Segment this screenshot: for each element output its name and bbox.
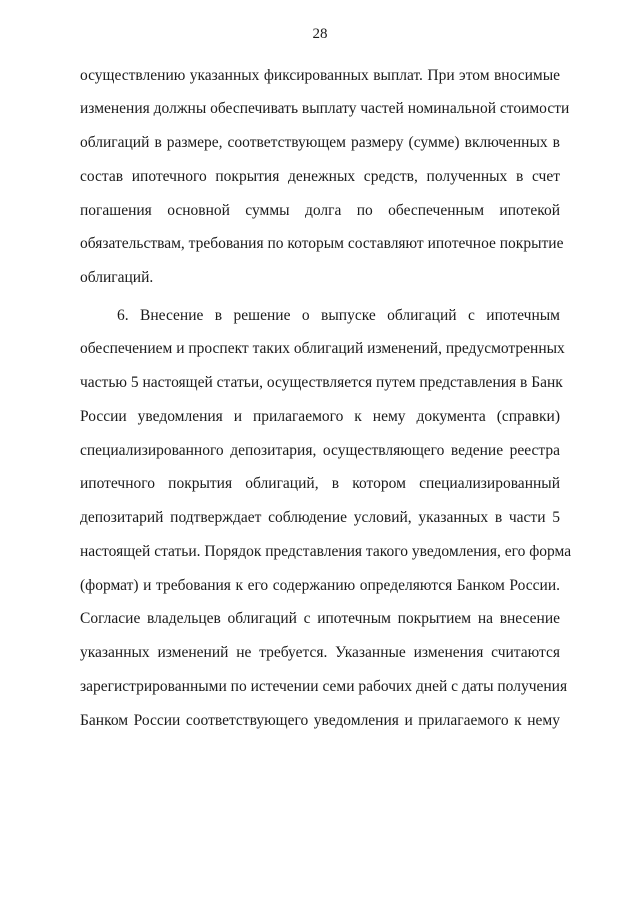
text-line: обязательствам, требования по которым составляют ипотечное покрытие [80, 235, 564, 252]
text-line: облигаций в размере, соответствующем размеру (сумме) включенных в [80, 134, 560, 151]
text-line: состав ипотечного покрытия денежных средств, полученных в счет [80, 168, 560, 185]
text-line: погашения основной суммы долга по обеспеченным ипотекой [80, 202, 560, 219]
text-line: облигаций. [80, 269, 154, 286]
text-line: указанных изменений не требуется. Указанные изменения считаются [80, 644, 560, 661]
page-number: 28 [312, 26, 328, 42]
text-line: специализированного депозитария, осуществляющего ведение реестра [80, 442, 560, 459]
text-line: Согласие владельцев облигаций с ипотечным покрытием на внесение [80, 610, 560, 627]
text-line: России уведомления и прилагаемого к нему документа (справки) [80, 408, 560, 425]
text-line: настоящей статьи. Порядок представления такого уведомления, его форма [80, 543, 572, 560]
text-line: осуществлению указанных фиксированных выплат. При этом вносимые [80, 67, 560, 84]
text-line: ипотечного покрытия облигаций, в котором специализированный [80, 475, 560, 492]
text-line: 6. Внесение в решение о выпуске облигаций с ипотечным [117, 307, 560, 324]
text-line: изменения должны обеспечивать выплату частей номинальной стоимости [80, 100, 570, 117]
text-line: Банком России соответствующего уведомления и прилагаемого к нему [80, 712, 560, 729]
text-line: зарегистрированными по истечении семи рабочих дней с даты получения [80, 678, 568, 695]
text-line: депозитарий подтверждает соблюдение условий, указанных в части 5 [80, 509, 560, 526]
text-line: обеспечением и проспект таких облигаций изменений, предусмотренных [80, 340, 565, 357]
text-line: частью 5 настоящей статьи, осуществляется путем представления в Банк [80, 374, 563, 391]
text-line: (формат) и требования к его содержанию определяются Банком России. [80, 577, 560, 594]
